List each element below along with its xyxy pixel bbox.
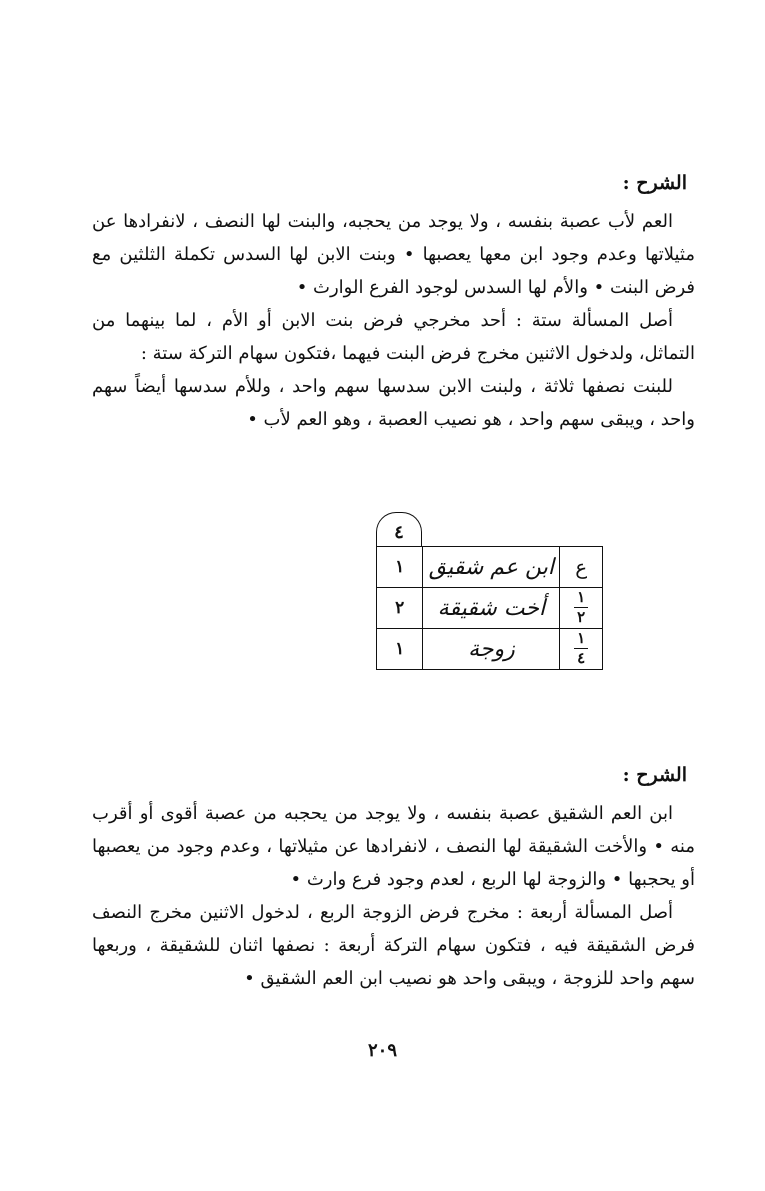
- fraction-denominator: ٤: [577, 648, 586, 667]
- fraction: [570, 587, 592, 626]
- section1-body: [92, 205, 695, 436]
- section2-paragraph: ابن العم الشقيق عصبة بنفسه ، ولا يوجد من يحجبه من عصبة أقوى أو أقرب منه • والأخت الشقيقة لها النصف ، لانفرادها عن مثيلاتها ، وعدم وجود من يعصبها أو يحجبها • والزوجة لها الربع ، لعدم وجود فرع وارث •: [92, 803, 695, 890]
- fraction: [570, 628, 592, 667]
- base-number: ٤: [376, 512, 422, 546]
- section2-body: [92, 797, 695, 995]
- share-cell: ع: [560, 547, 603, 588]
- heir-cell: ابن عم شقيق: [423, 547, 560, 588]
- heirs-table: [376, 546, 603, 670]
- share-cell: [560, 629, 603, 670]
- heir-cell: زوجة: [423, 629, 560, 670]
- section1-paragraph: للبنت نصفها ثلاثة ، ولبنت الابن سدسها سهم واحد ، وللأم سدسها أيضاً سهم واحد ، ويبقى سهم واحد ، هو نصيب العصبة ، وهو العم لأب •: [92, 376, 695, 430]
- page-number: ٢٠٩: [367, 1040, 397, 1061]
- fraction-numerator: ١: [577, 587, 586, 606]
- share-cell: [560, 588, 603, 629]
- section1-paragraph: العم لأب عصبة بنفسه ، ولا يوجد من يحجبه، والبنت لها النصف ، لانفرادها عن مثيلاتها وعدم وجود ابن معها يعصبها • وبنت الابن لها السدس تكملة الثلثين مع فرض البنت • والأم لها السدس لوجود الفرع الوارث •: [92, 211, 695, 298]
- portion-cell: ١: [377, 547, 423, 588]
- fraction-numerator: ١: [577, 628, 586, 647]
- portion-cell: ٢: [377, 588, 423, 629]
- table-row: [377, 588, 603, 629]
- section2-heading: الشرح :: [622, 764, 687, 786]
- section1-heading: الشرح :: [622, 172, 687, 194]
- table-row: [377, 547, 603, 588]
- table-row: [377, 629, 603, 670]
- section1-paragraph: أصل المسألة ستة : أحد مخرجي فرض بنت الابن أو الأم ، لما بينهما من التماثل، ولدخول الاثنين مخرج فرض البنت فيهما ،فتكون سهام التركة ستة :: [92, 310, 695, 364]
- fraction-denominator: ٢: [577, 607, 586, 626]
- section2-paragraph: أصل المسألة أربعة : مخرج فرض الزوجة الربع ، لدخول الاثنين مخرج النصف فرض الشقيقة فيه ، فتكون سهام التركة أربعة : نصفها اثنان للشقيقة ، وربعها سهم واحد للزوجة ، ويبقى واحد هو نصيب ابن العم الشقيق •: [92, 902, 695, 989]
- heir-cell: أخت شقيقة: [423, 588, 560, 629]
- portion-cell: ١: [377, 629, 423, 670]
